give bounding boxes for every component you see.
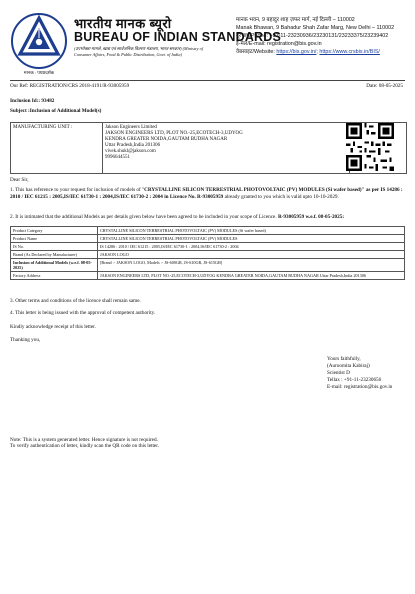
table-label-cell: IS No. <box>11 243 98 251</box>
signatory-name: (Auroomita Kabiraj) <box>327 363 370 369</box>
our-ref: Our Ref: REGISTRATION/CRS 2018-4191/R-93005959 <box>10 83 130 89</box>
table-value-cell: CRYSTALLINE SILICON TERRESTRIAL PHOTOVOLTAIC (PV) MODULES <box>98 235 405 243</box>
acknowledge-line: Kindly acknowledge receipt of this letter. <box>10 324 96 330</box>
salutation: Dear Sir, <box>10 177 29 183</box>
para1-validity: already granted to you which is valid upto 10-10-2029. <box>223 194 339 200</box>
mfg-line: Jakson Engineers Limited <box>105 125 157 130</box>
paragraph-1 <box>10 187 405 201</box>
bis-logo <box>10 12 68 70</box>
phone-line: दूरभाष/Phone: +91-11-23230936/23230131/23233375/23239402 <box>236 33 389 39</box>
paragraph-4: 4. This letter is being issued with the approval of competent authority. <box>10 310 156 316</box>
mfg-divider <box>102 123 103 173</box>
table-row <box>11 272 405 280</box>
qr-code[interactable] <box>346 123 394 171</box>
table-label-cell: Product Category <box>11 227 98 235</box>
website-link-crs[interactable]: https://www.crsbis.in/BIS/ <box>319 49 380 55</box>
para1-intro: 1. This has reference to your request for inclusion of models of " <box>10 187 145 193</box>
table-label-cell: Product Name <box>11 235 98 243</box>
para1-product: CRYSTALLINE SILICON TERRESTRIAL PHOTOVOLTAIC (PV) MODULES (Si wafer based)" as per IS 14286 : 2010 / IEC 61215 : 2005,IS/IEC 61730-1 : 2004,IS/IEC 61730-2 : 2004 in Licence No. R-93005959 <box>10 187 403 200</box>
website-line: वेबसाइट/Website: https://bis.gov.in/; https://www.crsbis.in/BIS/ <box>236 49 380 55</box>
hindi-org-title: भारतीय मानक ब्यूरो <box>74 16 172 31</box>
website-link-bis[interactable]: https://bis.gov.in/ <box>276 49 317 55</box>
table-label-cell: Brand (As Declared by Manufacturer) <box>11 251 98 259</box>
table-value-cell: IS 14286 : 2010 / IEC 61215 : 2005,IS/IEC 61730-1 : 2004,IS/IEC 61730-2 : 2004 <box>98 243 405 251</box>
signature-block <box>327 356 411 391</box>
thanks-line: Thanking you, <box>10 337 41 343</box>
paragraph-2 <box>10 214 405 221</box>
signatory-phone: Tellax : +91-11-23230656 <box>327 377 382 383</box>
paragraph-3: 3. Other terms and conditions of the licence shall remain same. <box>10 298 141 304</box>
mfg-line: JAKSON ENGINEERS LTD, PLOT NO.-25,ECOTECH-3,UDYOG <box>105 131 243 136</box>
table-row <box>11 251 405 259</box>
mfg-address <box>105 125 345 161</box>
para2-licence: R-93005959 w.e.f. 08-05-2025: <box>277 214 345 220</box>
mfg-line: KENDRA GREATER NOIDA,GAUTAM BUDHA NAGAR <box>105 137 228 142</box>
address-english: Manak Bhawan, 9 Bahadur Shah Zafar Marg, New Delhi – 110002 <box>236 25 395 31</box>
website-label: वेबसाइट/Website: <box>236 49 277 55</box>
subject-line: Subject :Inclusion of Additional Model(s) <box>10 108 102 114</box>
ministry-line: (उपभोक्ता मामले, खाद्य एवं सार्वजनिक वितरण मंत्रालय, भारत सरकार) (Ministry of Consumer Affairs, Food & Public Distribution, Govt. of India) <box>74 46 203 57</box>
logo-caption: मानक : पथप्रदर्शक <box>23 70 55 75</box>
table-value-cell: CRYSTALLINE SILICON TERRESTRIAL PHOTOVOLTAIC (PV) MODULES (Si wafer based) <box>98 227 405 235</box>
mfg-label: MANUFACTURING UNIT : <box>13 125 73 130</box>
inclusion-id: Inclusion Id:: 93482 <box>10 98 55 104</box>
signoff-line: Yours faithfully, <box>327 356 361 362</box>
mfg-line: 9996644551 <box>105 155 130 160</box>
verify-note: To verify authentication of letter, kindly scan the QR code on this letter. <box>10 443 159 449</box>
table-value-cell: [Brand :- JAKSON LOGO, Models :- JS-600GR, JS-610GR, JS-615GR] <box>98 259 405 272</box>
table-row <box>11 227 405 235</box>
mfg-line: Uttar Pradesh,India 201306 <box>105 143 161 148</box>
address-hindi: मानक भवन, 9 बहादुर शाह ज़फर मार्ग, नई दिल्ली – 110002 <box>236 17 355 23</box>
table-row <box>11 243 405 251</box>
system-note: Note: This is a system generated letter. Hence signature is not required. <box>10 437 158 443</box>
letter-date: Date: 08-05-2025 <box>366 83 403 89</box>
signatory-title: Scientist D <box>327 370 350 376</box>
signatory-email: E-mail: registration@bis.gov.in <box>327 384 393 390</box>
table-row <box>11 235 405 243</box>
address-block <box>236 16 412 56</box>
para2-intro: 2. It is intimated that the additional Models as per details given below have been agreed to be included in your scope of Licence. <box>10 214 278 220</box>
english-org-title: BUREAU OF INDIAN STANDARDS <box>74 30 282 44</box>
mfg-line: vivek.shukl@jakson.com <box>105 149 156 154</box>
email-line: ई-मेल/E-mail: registration@bis.gov.in <box>236 41 322 47</box>
table-value-cell: JAKSON ENGINEERS LTD, PLOT NO.-25,ECOTECH-3,UDYOG KENDRA GREATER NOIDA,GAUTAM BUDHA NAGAR Uttar Pradesh,India 201306 <box>98 272 405 280</box>
table-value-cell: JAKSON LOGO <box>98 251 405 259</box>
table-label-cell: Inclusion of Additional Models (w.e.f. 08-05-2025) <box>11 259 98 272</box>
table-row <box>11 259 405 272</box>
model-details-table <box>10 226 405 280</box>
table-label-cell: Factory Address <box>11 272 98 280</box>
header-divider <box>10 80 405 81</box>
